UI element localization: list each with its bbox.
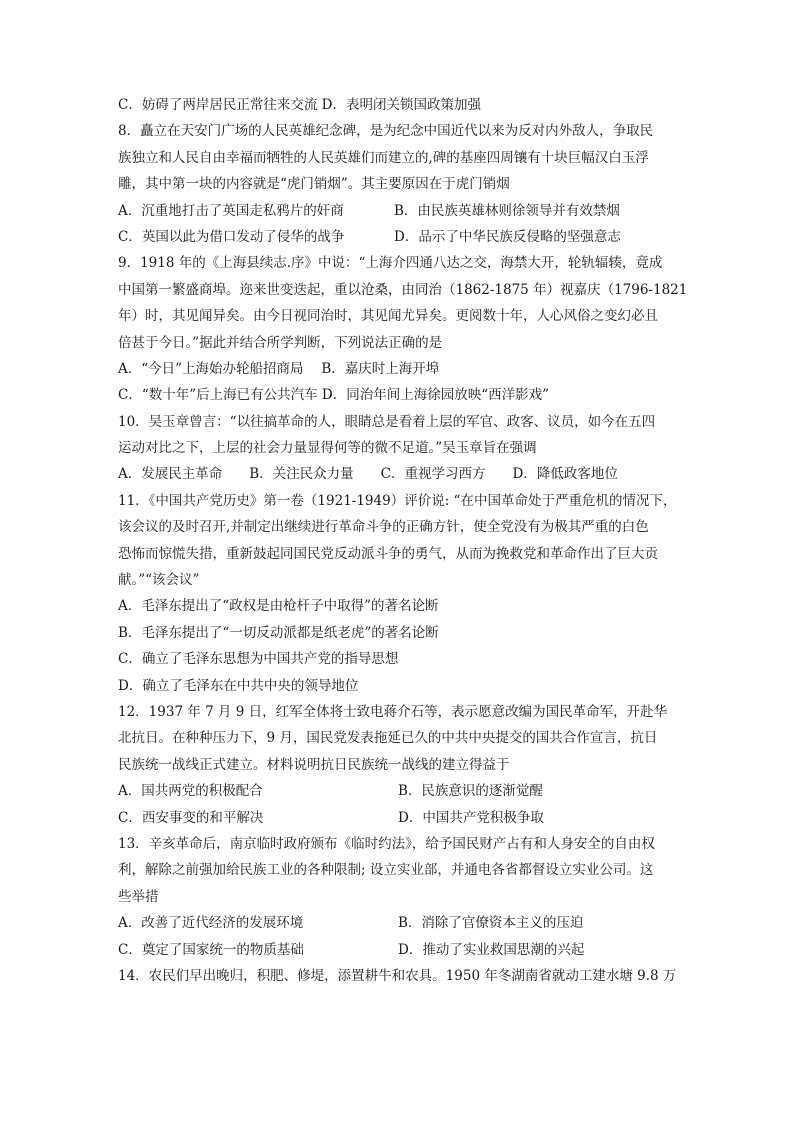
exam-content	[118, 92, 688, 989]
q9-options-line: C．“数十年”后上海已有公共汽车 D．同治年间上海徐园放映“西洋影戏”	[118, 387, 550, 404]
q12-stem-line: 民族统一战线正式建立。材料说明抗日民族统一战线的建立得益于	[118, 756, 510, 773]
question-12	[118, 699, 678, 831]
q9-options-line: A．“今日”上海始办轮船招商局 B．嘉庆时上海开埠	[118, 360, 440, 377]
q12-option-c: C．西安事变的和平解决	[118, 809, 264, 826]
q13-stem-line: 些举措	[118, 888, 159, 905]
q9-stem-line: 9．1918 年的《上海县续志.序》中说：“上海介四通八达之交，海禁大开，轮轨辐辏，竟成	[118, 255, 663, 272]
question-13	[118, 831, 678, 963]
q7-options-line: C．妨碍了两岸居民正常往来交流 D．表明闭关锁国政策加强	[118, 97, 481, 113]
question-9	[118, 250, 688, 408]
q11-option-c: C．确立了毛泽东思想为中国共产党的指导思想	[118, 651, 399, 668]
q13-options-row	[118, 937, 678, 963]
q11-option-d: D．确立了毛泽东在中共中央的领导地位	[118, 677, 359, 694]
q13-option-b: B．消除了官僚资本主义的压迫	[398, 915, 584, 932]
question-10	[118, 409, 678, 488]
q12-option-d: D．中国共产党积极争取	[398, 809, 544, 826]
q8-stem-line: 雕，其中第一块的内容就是“虎门销烟”。其主要原因在于虎门销烟	[118, 176, 510, 193]
q11-stem-line: 恐怖而惊慌失措，重新鼓起同国民党反动派斗争的勇气，从而为挽救党和革命作出了巨大贡	[118, 545, 658, 562]
q11-option-a: A．毛泽东提出了“政权是由枪杆子中取得”的著名论断	[118, 598, 439, 615]
q12-options-row	[118, 805, 678, 831]
q8-option-c: C．英国以此为借口发动了侵华的战争	[118, 228, 345, 245]
q13-options-row	[118, 910, 678, 936]
question-8	[118, 118, 678, 250]
q12-stem-line: 北抗日。在种种压力下，9 月，国民党发表拖延已久的中共中央提交的国共合作宣言，抗日	[118, 730, 658, 747]
q10-stem-line: 运动对比之下，上层的社会力量显得何等的微不足道。”吴玉章旨在强调	[118, 440, 537, 457]
q9-stem-line: 年）时，其见闻异矣。由今日视同治时，其见闻尤异矣。更阅数十年，人心风俗之变幻必且	[118, 308, 658, 325]
q11-stem-line: 该会议的及时召开,并制定出继续进行革命斗争的正确方针，使全党没有为极其严重的白色	[118, 519, 649, 536]
q8-stem-line: 8．矗立在天安门广场的人民英雄纪念碑，是为纪念中国近代以来为反对内外敌人，争取民	[118, 123, 654, 140]
q12-stem-line: 12．1937 年 7 月 9 日，红军全体将士致电蒋介石等，表示愿意改编为国民革命军，开赴华	[118, 703, 668, 720]
q8-options-row	[118, 198, 678, 224]
q11-option-b: B．毛泽东提出了“一切反动派都是纸老虎”的著名论断	[118, 624, 439, 641]
q13-option-d: D．推动了实业救国思潮的兴起	[398, 941, 585, 958]
q8-option-d: D．品示了中华民族反侵略的坚强意志	[394, 228, 621, 245]
q12-options-row	[118, 778, 678, 804]
q11-stem-line: 献。”“该会议”	[118, 572, 200, 589]
q8-option-a: A．沉重地打击了英国走私鸦片的奸商	[118, 202, 344, 219]
question-11	[118, 488, 678, 699]
q8-options-row	[118, 224, 678, 250]
q12-option-b: B．民族意识的逐渐觉醒	[398, 783, 543, 800]
q13-option-c: C．奠定了国家统一的物质基础	[118, 941, 304, 958]
q8-stem-line: 族独立和人民自由幸福而牺牲的人民英雄们而建立的,碑的基座四周镶有十块巨幅汉白玉浮	[118, 149, 649, 166]
q13-option-a: A．改善了近代经济的发展环境	[118, 915, 304, 932]
q13-stem-line: 利，解除之前强加给民族工业的各种限制; 设立实业部，并通电各省都督设立实业公司。这	[118, 862, 654, 879]
q12-option-a: A．国共两党的积极配合	[118, 783, 263, 800]
q14-stem-line: 14．农民们早出晚归，积肥、修堤，添置耕牛和农具。1950 年冬湖南省就动工建水塘 9.8 万	[118, 967, 677, 984]
q11-stem-line: 11．《中国共产党历史》第一卷（1921-1949）评价说: “在中国革命处于严重危机的情况下，	[118, 492, 677, 509]
question-14	[118, 963, 678, 989]
q10-stem-line: 10．吴玉章曾言：“以往搞革命的人，眼睛总是看着上层的军官、政客、议员，如今在五四	[118, 413, 656, 430]
q10-options-line: A．发展民主革命 B．关注民众力量 C．重视学习西方 D．降低政客地位	[118, 466, 618, 483]
q9-stem-line: 中国第一繁盛商埠。迩来世变迭起，重以沧桑，由同治（1862-1875 年）视嘉庆（1796-1821	[118, 281, 688, 298]
q9-stem-line: 倍甚于今日。”据此并结合所学判断，下列说法正确的是	[118, 334, 443, 351]
q13-stem-line: 13．辛亥革命后，南京临时政府颁布《临时约法》，给予国民财产占有和人身安全的自由权	[118, 835, 655, 852]
q8-option-b: B．由民族英雄林则徐领导并有效禁烟	[394, 202, 620, 219]
